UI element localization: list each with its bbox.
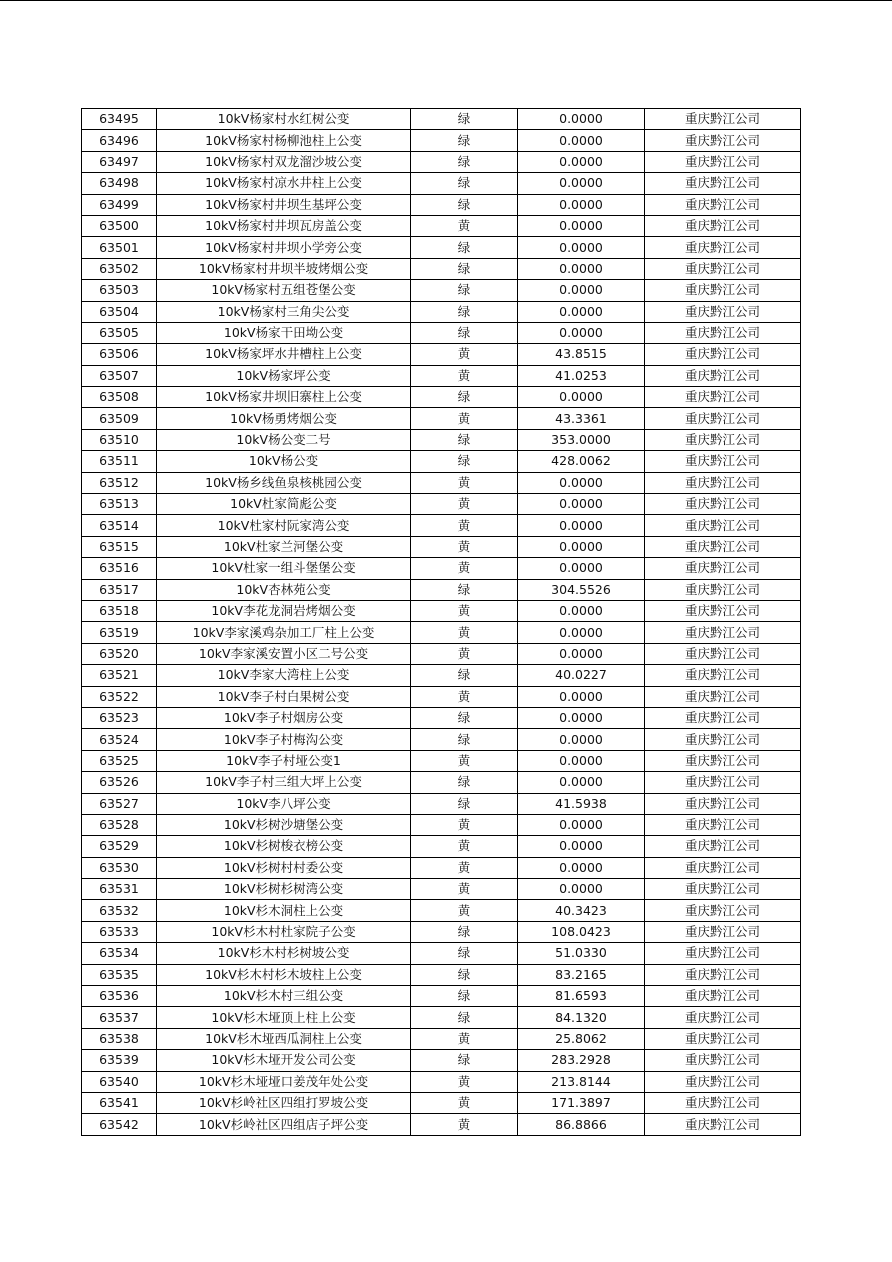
value-cell: 0.0000 xyxy=(518,280,645,301)
status-cell: 绿 xyxy=(411,665,518,686)
value-cell: 51.0330 xyxy=(518,943,645,964)
value-cell: 41.0253 xyxy=(518,365,645,386)
status-cell: 绿 xyxy=(411,258,518,279)
table-row xyxy=(82,451,801,472)
transformer-name-cell: 10kV杉木洞柱上公变 xyxy=(157,900,411,921)
value-cell: 0.0000 xyxy=(518,857,645,878)
row-id-cell: 63539 xyxy=(82,1050,157,1071)
transformer-name-cell: 10kV李子村梅沟公变 xyxy=(157,729,411,750)
row-id-cell: 63507 xyxy=(82,365,157,386)
company-cell: 重庆黔江公司 xyxy=(645,879,801,900)
row-id-cell: 63506 xyxy=(82,344,157,365)
company-cell: 重庆黔江公司 xyxy=(645,1028,801,1049)
status-cell: 绿 xyxy=(411,451,518,472)
transformer-name-cell: 10kV杉木垭西瓜洞柱上公变 xyxy=(157,1028,411,1049)
row-id-cell: 63531 xyxy=(82,879,157,900)
table-row xyxy=(82,215,801,236)
row-id-cell: 63522 xyxy=(82,686,157,707)
transformer-name-cell: 10kV李花龙洞岩烤烟公变 xyxy=(157,600,411,621)
value-cell: 0.0000 xyxy=(518,301,645,322)
company-cell: 重庆黔江公司 xyxy=(645,408,801,429)
transformer-name-cell: 10kV杜家村阮家湾公变 xyxy=(157,515,411,536)
table-row xyxy=(82,857,801,878)
company-cell: 重庆黔江公司 xyxy=(645,686,801,707)
row-id-cell: 63541 xyxy=(82,1092,157,1113)
transformer-name-cell: 10kV杨家坪水井槽柱上公变 xyxy=(157,344,411,365)
table-row xyxy=(82,921,801,942)
row-id-cell: 63524 xyxy=(82,729,157,750)
value-cell: 40.3423 xyxy=(518,900,645,921)
row-id-cell: 63540 xyxy=(82,1071,157,1092)
company-cell: 重庆黔江公司 xyxy=(645,237,801,258)
row-id-cell: 63529 xyxy=(82,836,157,857)
row-id-cell: 63508 xyxy=(82,387,157,408)
row-id-cell: 63533 xyxy=(82,921,157,942)
company-cell: 重庆黔江公司 xyxy=(645,1071,801,1092)
row-id-cell: 63502 xyxy=(82,258,157,279)
status-cell: 绿 xyxy=(411,921,518,942)
value-cell: 0.0000 xyxy=(518,151,645,172)
value-cell: 83.2165 xyxy=(518,964,645,985)
transformer-name-cell: 10kV杨家村井坝瓦房盖公变 xyxy=(157,215,411,236)
company-cell: 重庆黔江公司 xyxy=(645,451,801,472)
row-id-cell: 63527 xyxy=(82,793,157,814)
transformer-name-cell: 10kV杉木垭顶上柱上公变 xyxy=(157,1007,411,1028)
value-cell: 0.0000 xyxy=(518,322,645,343)
company-cell: 重庆黔江公司 xyxy=(645,301,801,322)
transformer-name-cell: 10kV李家溪安置小区二号公变 xyxy=(157,643,411,664)
company-cell: 重庆黔江公司 xyxy=(645,258,801,279)
value-cell: 0.0000 xyxy=(518,536,645,557)
row-id-cell: 63517 xyxy=(82,579,157,600)
status-cell: 黄 xyxy=(411,643,518,664)
row-id-cell: 63503 xyxy=(82,280,157,301)
transformer-name-cell: 10kV杉木垭开发公司公变 xyxy=(157,1050,411,1071)
row-id-cell: 63519 xyxy=(82,622,157,643)
status-cell: 黄 xyxy=(411,344,518,365)
status-cell: 绿 xyxy=(411,986,518,1007)
value-cell: 428.0062 xyxy=(518,451,645,472)
table-row xyxy=(82,1092,801,1113)
company-cell: 重庆黔江公司 xyxy=(645,194,801,215)
value-cell: 0.0000 xyxy=(518,258,645,279)
transformer-name-cell: 10kV杨公变 xyxy=(157,451,411,472)
value-cell: 0.0000 xyxy=(518,729,645,750)
company-cell: 重庆黔江公司 xyxy=(645,429,801,450)
value-cell: 0.0000 xyxy=(518,109,645,130)
transformer-name-cell: 10kV杜家一组斗堡堡公变 xyxy=(157,558,411,579)
company-cell: 重庆黔江公司 xyxy=(645,857,801,878)
table-row xyxy=(82,1028,801,1049)
transformer-table xyxy=(81,108,801,1136)
value-cell: 81.6593 xyxy=(518,986,645,1007)
status-cell: 黄 xyxy=(411,536,518,557)
company-cell: 重庆黔江公司 xyxy=(645,921,801,942)
company-cell: 重庆黔江公司 xyxy=(645,643,801,664)
value-cell: 108.0423 xyxy=(518,921,645,942)
row-id-cell: 63530 xyxy=(82,857,157,878)
status-cell: 绿 xyxy=(411,173,518,194)
table-row xyxy=(82,365,801,386)
row-id-cell: 63520 xyxy=(82,643,157,664)
status-cell: 绿 xyxy=(411,109,518,130)
status-cell: 黄 xyxy=(411,558,518,579)
table-row xyxy=(82,408,801,429)
company-cell: 重庆黔江公司 xyxy=(645,494,801,515)
status-cell: 黄 xyxy=(411,494,518,515)
table-row xyxy=(82,665,801,686)
value-cell: 0.0000 xyxy=(518,215,645,236)
row-id-cell: 63525 xyxy=(82,750,157,771)
value-cell: 0.0000 xyxy=(518,707,645,728)
value-cell: 0.0000 xyxy=(518,879,645,900)
status-cell: 黄 xyxy=(411,1028,518,1049)
value-cell: 43.3361 xyxy=(518,408,645,429)
row-id-cell: 63509 xyxy=(82,408,157,429)
company-cell: 重庆黔江公司 xyxy=(645,750,801,771)
company-cell: 重庆黔江公司 xyxy=(645,836,801,857)
table-row xyxy=(82,1007,801,1028)
status-cell: 黄 xyxy=(411,472,518,493)
status-cell: 绿 xyxy=(411,387,518,408)
company-cell: 重庆黔江公司 xyxy=(645,622,801,643)
value-cell: 0.0000 xyxy=(518,472,645,493)
row-id-cell: 63536 xyxy=(82,986,157,1007)
transformer-name-cell: 10kV杉木村杜家院子公变 xyxy=(157,921,411,942)
status-cell: 绿 xyxy=(411,964,518,985)
table-row xyxy=(82,772,801,793)
row-id-cell: 63501 xyxy=(82,237,157,258)
status-cell: 黄 xyxy=(411,515,518,536)
row-id-cell: 63498 xyxy=(82,173,157,194)
row-id-cell: 63526 xyxy=(82,772,157,793)
row-id-cell: 63538 xyxy=(82,1028,157,1049)
row-id-cell: 63500 xyxy=(82,215,157,236)
status-cell: 黄 xyxy=(411,1071,518,1092)
transformer-name-cell: 10kV李子村烟房公变 xyxy=(157,707,411,728)
table-row xyxy=(82,793,801,814)
row-id-cell: 63496 xyxy=(82,130,157,151)
status-cell: 绿 xyxy=(411,729,518,750)
transformer-name-cell: 10kV杉树沙塘堡公变 xyxy=(157,814,411,835)
transformer-name-cell: 10kV杉树梭衣榜公变 xyxy=(157,836,411,857)
table-row xyxy=(82,900,801,921)
status-cell: 黄 xyxy=(411,215,518,236)
table-row xyxy=(82,258,801,279)
status-cell: 黄 xyxy=(411,1092,518,1113)
company-cell: 重庆黔江公司 xyxy=(645,814,801,835)
row-id-cell: 63535 xyxy=(82,964,157,985)
value-cell: 0.0000 xyxy=(518,237,645,258)
table-row xyxy=(82,130,801,151)
transformer-name-cell: 10kV李八坪公变 xyxy=(157,793,411,814)
company-cell: 重庆黔江公司 xyxy=(645,109,801,130)
transformer-name-cell: 10kV杨家干田坳公变 xyxy=(157,322,411,343)
table-row xyxy=(82,322,801,343)
table-row xyxy=(82,686,801,707)
status-cell: 黄 xyxy=(411,900,518,921)
value-cell: 25.8062 xyxy=(518,1028,645,1049)
transformer-name-cell: 10kV李家溪鸡杂加工厂柱上公变 xyxy=(157,622,411,643)
table-row xyxy=(82,558,801,579)
status-cell: 绿 xyxy=(411,429,518,450)
company-cell: 重庆黔江公司 xyxy=(645,1092,801,1113)
table-row xyxy=(82,472,801,493)
table-row xyxy=(82,729,801,750)
status-cell: 绿 xyxy=(411,793,518,814)
value-cell: 304.5526 xyxy=(518,579,645,600)
table-row xyxy=(82,986,801,1007)
company-cell: 重庆黔江公司 xyxy=(645,215,801,236)
value-cell: 86.8866 xyxy=(518,1114,645,1135)
table-row xyxy=(82,964,801,985)
table-row xyxy=(82,173,801,194)
table-row xyxy=(82,836,801,857)
company-cell: 重庆黔江公司 xyxy=(645,707,801,728)
company-cell: 重庆黔江公司 xyxy=(645,365,801,386)
company-cell: 重庆黔江公司 xyxy=(645,943,801,964)
row-id-cell: 63510 xyxy=(82,429,157,450)
company-cell: 重庆黔江公司 xyxy=(645,322,801,343)
value-cell: 0.0000 xyxy=(518,772,645,793)
value-cell: 40.0227 xyxy=(518,665,645,686)
transformer-name-cell: 10kV杉木垭垭口姜茂年处公变 xyxy=(157,1071,411,1092)
table-row xyxy=(82,387,801,408)
status-cell: 黄 xyxy=(411,622,518,643)
row-id-cell: 63511 xyxy=(82,451,157,472)
value-cell: 0.0000 xyxy=(518,194,645,215)
table-row xyxy=(82,494,801,515)
value-cell: 283.2928 xyxy=(518,1050,645,1071)
transformer-name-cell: 10kV杨家村五组苍堡公变 xyxy=(157,280,411,301)
value-cell: 171.3897 xyxy=(518,1092,645,1113)
table-row xyxy=(82,622,801,643)
row-id-cell: 63497 xyxy=(82,151,157,172)
transformer-name-cell: 10kV杉木村杉木坡柱上公变 xyxy=(157,964,411,985)
company-cell: 重庆黔江公司 xyxy=(645,900,801,921)
table-row xyxy=(82,1050,801,1071)
status-cell: 黄 xyxy=(411,879,518,900)
row-id-cell: 63514 xyxy=(82,515,157,536)
company-cell: 重庆黔江公司 xyxy=(645,558,801,579)
table-row xyxy=(82,536,801,557)
table-row xyxy=(82,109,801,130)
transformer-name-cell: 10kV杨家村双龙溜沙坡公变 xyxy=(157,151,411,172)
status-cell: 黄 xyxy=(411,857,518,878)
status-cell: 绿 xyxy=(411,943,518,964)
table-row xyxy=(82,1114,801,1135)
table-row xyxy=(82,600,801,621)
status-cell: 绿 xyxy=(411,772,518,793)
company-cell: 重庆黔江公司 xyxy=(645,1114,801,1135)
status-cell: 黄 xyxy=(411,408,518,429)
table-row xyxy=(82,814,801,835)
transformer-name-cell: 10kV杉树村村委公变 xyxy=(157,857,411,878)
transformer-name-cell: 10kV杏林苑公变 xyxy=(157,579,411,600)
status-cell: 绿 xyxy=(411,301,518,322)
row-id-cell: 63499 xyxy=(82,194,157,215)
transformer-name-cell: 10kV杨家村水红树公变 xyxy=(157,109,411,130)
transformer-name-cell: 10kV杉木村三组公变 xyxy=(157,986,411,1007)
company-cell: 重庆黔江公司 xyxy=(645,665,801,686)
value-cell: 43.8515 xyxy=(518,344,645,365)
value-cell: 213.8144 xyxy=(518,1071,645,1092)
company-cell: 重庆黔江公司 xyxy=(645,1007,801,1028)
status-cell: 绿 xyxy=(411,322,518,343)
row-id-cell: 63515 xyxy=(82,536,157,557)
row-id-cell: 63512 xyxy=(82,472,157,493)
row-id-cell: 63504 xyxy=(82,301,157,322)
table-row xyxy=(82,344,801,365)
company-cell: 重庆黔江公司 xyxy=(645,515,801,536)
table-row xyxy=(82,579,801,600)
company-cell: 重庆黔江公司 xyxy=(645,964,801,985)
status-cell: 黄 xyxy=(411,814,518,835)
table-row xyxy=(82,943,801,964)
company-cell: 重庆黔江公司 xyxy=(645,472,801,493)
status-cell: 绿 xyxy=(411,194,518,215)
transformer-name-cell: 10kV杜家兰河堡公变 xyxy=(157,536,411,557)
value-cell: 0.0000 xyxy=(518,814,645,835)
transformer-name-cell: 10kV杉树杉树湾公变 xyxy=(157,879,411,900)
transformer-name-cell: 10kV杨乡线鱼泉核桃园公变 xyxy=(157,472,411,493)
table-row xyxy=(82,643,801,664)
value-cell: 0.0000 xyxy=(518,130,645,151)
value-cell: 0.0000 xyxy=(518,558,645,579)
transformer-name-cell: 10kV杨勇烤烟公变 xyxy=(157,408,411,429)
status-cell: 黄 xyxy=(411,1114,518,1135)
value-cell: 353.0000 xyxy=(518,429,645,450)
company-cell: 重庆黔江公司 xyxy=(645,151,801,172)
value-cell: 0.0000 xyxy=(518,836,645,857)
company-cell: 重庆黔江公司 xyxy=(645,173,801,194)
transformer-name-cell: 10kV杨公变二号 xyxy=(157,429,411,450)
table-body xyxy=(82,109,801,1136)
company-cell: 重庆黔江公司 xyxy=(645,387,801,408)
row-id-cell: 63513 xyxy=(82,494,157,515)
value-cell: 41.5938 xyxy=(518,793,645,814)
value-cell: 0.0000 xyxy=(518,686,645,707)
value-cell: 0.0000 xyxy=(518,600,645,621)
value-cell: 0.0000 xyxy=(518,750,645,771)
transformer-name-cell: 10kV杜家简彪公变 xyxy=(157,494,411,515)
transformer-name-cell: 10kV李子村三组大坪上公变 xyxy=(157,772,411,793)
row-id-cell: 63521 xyxy=(82,665,157,686)
value-cell: 84.1320 xyxy=(518,1007,645,1028)
table-row xyxy=(82,429,801,450)
row-id-cell: 63516 xyxy=(82,558,157,579)
transformer-name-cell: 10kV杉岭社区四组打罗坡公变 xyxy=(157,1092,411,1113)
company-cell: 重庆黔江公司 xyxy=(645,986,801,1007)
row-id-cell: 63495 xyxy=(82,109,157,130)
status-cell: 绿 xyxy=(411,130,518,151)
transformer-name-cell: 10kV杨家村杨柳池柱上公变 xyxy=(157,130,411,151)
transformer-name-cell: 10kV杨家村井坝生基坪公变 xyxy=(157,194,411,215)
company-cell: 重庆黔江公司 xyxy=(645,793,801,814)
company-cell: 重庆黔江公司 xyxy=(645,130,801,151)
value-cell: 0.0000 xyxy=(518,622,645,643)
table-row xyxy=(82,237,801,258)
company-cell: 重庆黔江公司 xyxy=(645,600,801,621)
transformer-name-cell: 10kV杨家村井坝小学旁公变 xyxy=(157,237,411,258)
company-cell: 重庆黔江公司 xyxy=(645,536,801,557)
row-id-cell: 63537 xyxy=(82,1007,157,1028)
transformer-name-cell: 10kV李子村垭公变1 xyxy=(157,750,411,771)
row-id-cell: 63542 xyxy=(82,1114,157,1135)
status-cell: 绿 xyxy=(411,280,518,301)
status-cell: 绿 xyxy=(411,579,518,600)
status-cell: 黄 xyxy=(411,600,518,621)
transformer-name-cell: 10kV杨家村三角尖公变 xyxy=(157,301,411,322)
company-cell: 重庆黔江公司 xyxy=(645,344,801,365)
table-row xyxy=(82,515,801,536)
company-cell: 重庆黔江公司 xyxy=(645,729,801,750)
status-cell: 绿 xyxy=(411,707,518,728)
value-cell: 0.0000 xyxy=(518,387,645,408)
status-cell: 黄 xyxy=(411,750,518,771)
status-cell: 黄 xyxy=(411,365,518,386)
table-row xyxy=(82,280,801,301)
company-cell: 重庆黔江公司 xyxy=(645,772,801,793)
value-cell: 0.0000 xyxy=(518,173,645,194)
transformer-name-cell: 10kV杨家坪公变 xyxy=(157,365,411,386)
transformer-name-cell: 10kV杉木村杉树坡公变 xyxy=(157,943,411,964)
row-id-cell: 63523 xyxy=(82,707,157,728)
value-cell: 0.0000 xyxy=(518,494,645,515)
table-row xyxy=(82,707,801,728)
table-row xyxy=(82,301,801,322)
value-cell: 0.0000 xyxy=(518,643,645,664)
row-id-cell: 63532 xyxy=(82,900,157,921)
transformer-name-cell: 10kV杨家井坝旧寨柱上公变 xyxy=(157,387,411,408)
transformer-name-cell: 10kV李家大湾柱上公变 xyxy=(157,665,411,686)
status-cell: 绿 xyxy=(411,237,518,258)
status-cell: 绿 xyxy=(411,151,518,172)
transformer-name-cell: 10kV杨家村井坝半坡烤烟公变 xyxy=(157,258,411,279)
row-id-cell: 63528 xyxy=(82,814,157,835)
row-id-cell: 63518 xyxy=(82,600,157,621)
company-cell: 重庆黔江公司 xyxy=(645,579,801,600)
company-cell: 重庆黔江公司 xyxy=(645,1050,801,1071)
company-cell: 重庆黔江公司 xyxy=(645,280,801,301)
transformer-name-cell: 10kV李子村白果树公变 xyxy=(157,686,411,707)
status-cell: 绿 xyxy=(411,1007,518,1028)
table-row xyxy=(82,151,801,172)
transformer-name-cell: 10kV杨家村凉水井柱上公变 xyxy=(157,173,411,194)
table-row xyxy=(82,194,801,215)
transformer-name-cell: 10kV杉岭社区四组店子坪公变 xyxy=(157,1114,411,1135)
status-cell: 黄 xyxy=(411,686,518,707)
table-row xyxy=(82,879,801,900)
table-row xyxy=(82,1071,801,1092)
status-cell: 黄 xyxy=(411,836,518,857)
row-id-cell: 63534 xyxy=(82,943,157,964)
status-cell: 绿 xyxy=(411,1050,518,1071)
page-top-border xyxy=(0,0,892,1)
table-row xyxy=(82,750,801,771)
row-id-cell: 63505 xyxy=(82,322,157,343)
value-cell: 0.0000 xyxy=(518,515,645,536)
